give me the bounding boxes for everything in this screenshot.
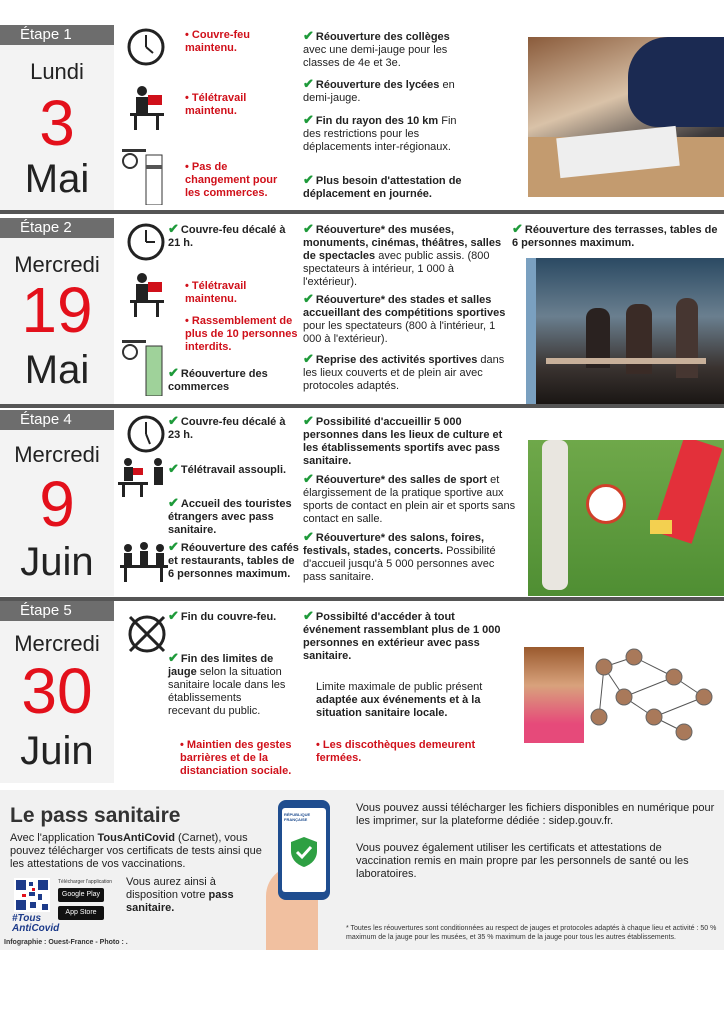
etape-1-num: 3 [39,87,75,159]
etape-2-num: 19 [21,274,93,346]
etape-2-col2-item-2: ✔ Réouverture* des stades et salles accueillant des compétitions sportives pour les spectateurs (800 à l'intérieur, 1 000 à l'extérieur). [303,291,506,345]
etape-5-col1-item-1: ✔ Fin du couvre-feu. [168,608,277,623]
etape-2-section [0,218,724,404]
divider-2 [0,404,724,408]
credit: Infographie : Ouest-France - Photo : . [4,939,128,946]
etape-5-date [0,601,114,783]
teleworker-icon [126,83,170,131]
etape-2-label: Étape 2 [0,218,114,238]
shop-sign-icon [122,145,168,205]
students-photo [528,37,724,197]
football-photo [528,440,724,596]
office-workers-icon [118,456,168,498]
pass-right-2: Vous pouvez également utiliser les certificats et attestations de vaccination remis en main propre par les personnels de santé ou les laboratoires. [356,842,689,880]
etape-4-date [0,410,114,596]
pass-intro: Avec l'application TousAntiCovid (Carnet), vous pouvez télécharger vos certificats de tests ainsi que les attestations de vos vaccinations. [10,832,262,870]
etape-4-month: Juin [20,540,94,584]
clock-icon [126,414,166,454]
etape-4-col2-item-2: ✔ Réouverture* des salles de sport et élargissement de la pratique sportive aux sports de contact en plein air et sports sans contact en salle. [303,471,516,525]
qr-code-icon[interactable] [14,878,50,912]
etape-1-section [0,25,724,210]
etape-5-day: Mercredi [14,631,100,656]
etape-1-col2-item-1: ✔ Réouverture des collèges avec une demi-jauge pour les classes de 4e et 3e. [303,28,450,69]
etape-2-col2-item-3: ✔ Reprise des activités sportives dans les lieux couverts et de plein air avec protocoles adaptés. [303,351,505,392]
etape-4-col1-item-1: ✔ Couvre-feu décalé à 23 h. [168,413,286,441]
etape-1-month: Mai [24,157,90,201]
etape-1-col2-item-3: ✔ Fin du rayon des 10 km Fin des restrictions pour les déplacements inter-régionaux. [303,112,457,153]
etape-4-col1-item-4: ✔ Réouverture des cafés et restaurants, tables de 6 personnes maximum. [168,539,299,580]
etape-5-col2-item-1: ✔ Possibilté d'accéder à tout événement rassemblant plus de 1 000 personnes en extérieur avec pass sanitaire. [303,608,501,662]
etape-1-col1-item-2: • Télétravail maintenu. [185,92,247,117]
etape-4-label: Étape 4 [0,410,114,430]
etape-5-col1-item-3: • Maintien des gestes barrières et de la distanciation sociale. [180,739,292,777]
etape-4-col1-item-3: ✔ Accueil des touristes étrangers avec pass sanitaire. [168,495,292,536]
etape-2-col2-item-1: ✔ Réouverture* des musées, monuments, cinémas, théâtres, salles de spectacles avec public assis. (800 spectateurs à intérieur, 1 000 à l'extérieur). [303,221,502,288]
etape-5-col2-item-3: • Les discothèques demeurent fermées. [316,739,476,764]
clock-icon [126,27,166,67]
google-play-button[interactable]: Google Play [58,888,104,902]
footnote: * Toutes les réouvertures sont conditionnées au respect de jauges et protocoles adaptés à chaque lieu et activité : 50 % maximum de la jauge pour les musées, et 35 % maximum de la jauge pour tous les autres établissements. [346,925,717,941]
etape-2-month: Mai [24,348,90,392]
etape-2-col1-item-1: ✔ Couvre-feu décalé à 21 h. [168,221,286,249]
etape-5-num: 30 [21,655,93,727]
etape-4-col2-item-1: ✔ Possibilité d'accueillir 5 000 personnes dans les lieux de culture et les établissements sportifs avec pass sanitaire. [303,413,503,467]
etape-1-day: Lundi [30,59,84,84]
etape-2-col3-item: ✔ Réouverture des terrasses, tables de 6 personnes maximum. [512,221,718,249]
pass-dispo: Vous aurez ainsi à disposition votre pass sanitaire. [126,876,234,914]
pass-right-1: Vous pouvez aussi télécharger les fichiers disponibles en numérique pour les imprimer, sur la plateforme dédiée : sidep.gouv.fr. [356,802,715,827]
crossed-clock-icon [126,613,168,655]
pass-sanitaire-section [0,790,724,950]
shield-check-icon [290,836,318,868]
restaurant-icon [118,542,170,582]
etape-5-col1-item-2: ✔ Fin des limites de jauge selon la situation sanitaire locale dans les établissements recevant du public. [168,650,286,717]
phone-label: RÉPUBLIQUE FRANÇAISE [284,812,311,822]
etape-4-day: Mercredi [14,442,100,467]
divider-1 [0,210,724,214]
etape-2-col1-item-2: • Télétravail maintenu. [185,280,247,305]
store-caption: Télécharger l'application [58,879,113,885]
pass-title: Le pass sanitaire [10,804,181,827]
shop-sign-icon [122,336,168,396]
app-store-button[interactable]: App Store [58,906,104,920]
network-photo [524,647,720,743]
etape-1-col1-item-1: • Couvre-feu maintenu. [185,29,250,54]
etape-1-col1-item-3: • Pas de changement pour les commerces. [185,161,278,199]
etape-4-col1-item-2: ✔ Télétravail assoupli. [168,461,287,476]
etape-4-col2-item-3: ✔ Réouverture* des salons, foires, festivals, stades, concerts. Possibilité d'accueil jusqu'à 5 000 personnes avec pass sanitaire. [303,529,496,583]
etape-2-day: Mercredi [14,252,100,277]
etape-1-col2-item-2: ✔ Réouverture des lycées en demi-jauge. [303,76,455,104]
tousanticovid-brand: #Tous AntiCovid [12,913,60,934]
etape-2-date [0,218,114,404]
cafe-photo [526,258,724,404]
phone-illustration [266,796,342,950]
etape-2-col1-item-3: • Rassemblement de plus de 10 personnes interdits. [185,315,298,353]
etape-4-num: 9 [39,468,75,540]
etape-1-col2-item-4: ✔ Plus besoin d'attestation de déplacement en journée. [303,172,462,200]
etape-5-label: Étape 5 [0,601,114,621]
etape-1-label: Étape 1 [0,25,114,45]
clock-icon [126,222,166,262]
etape-1-date [0,25,114,210]
etape-2-col1-item-4: ✔ Réouverture des commerces [168,365,268,393]
etape-4-section [0,410,724,596]
etape-5-col2-item-2: Limite maximale de public présent adaptée aux événements et à la situation sanitaire locale. [316,681,483,719]
etape-5-section [0,601,724,783]
etape-5-month: Juin [20,729,94,773]
teleworker-icon [126,270,170,318]
